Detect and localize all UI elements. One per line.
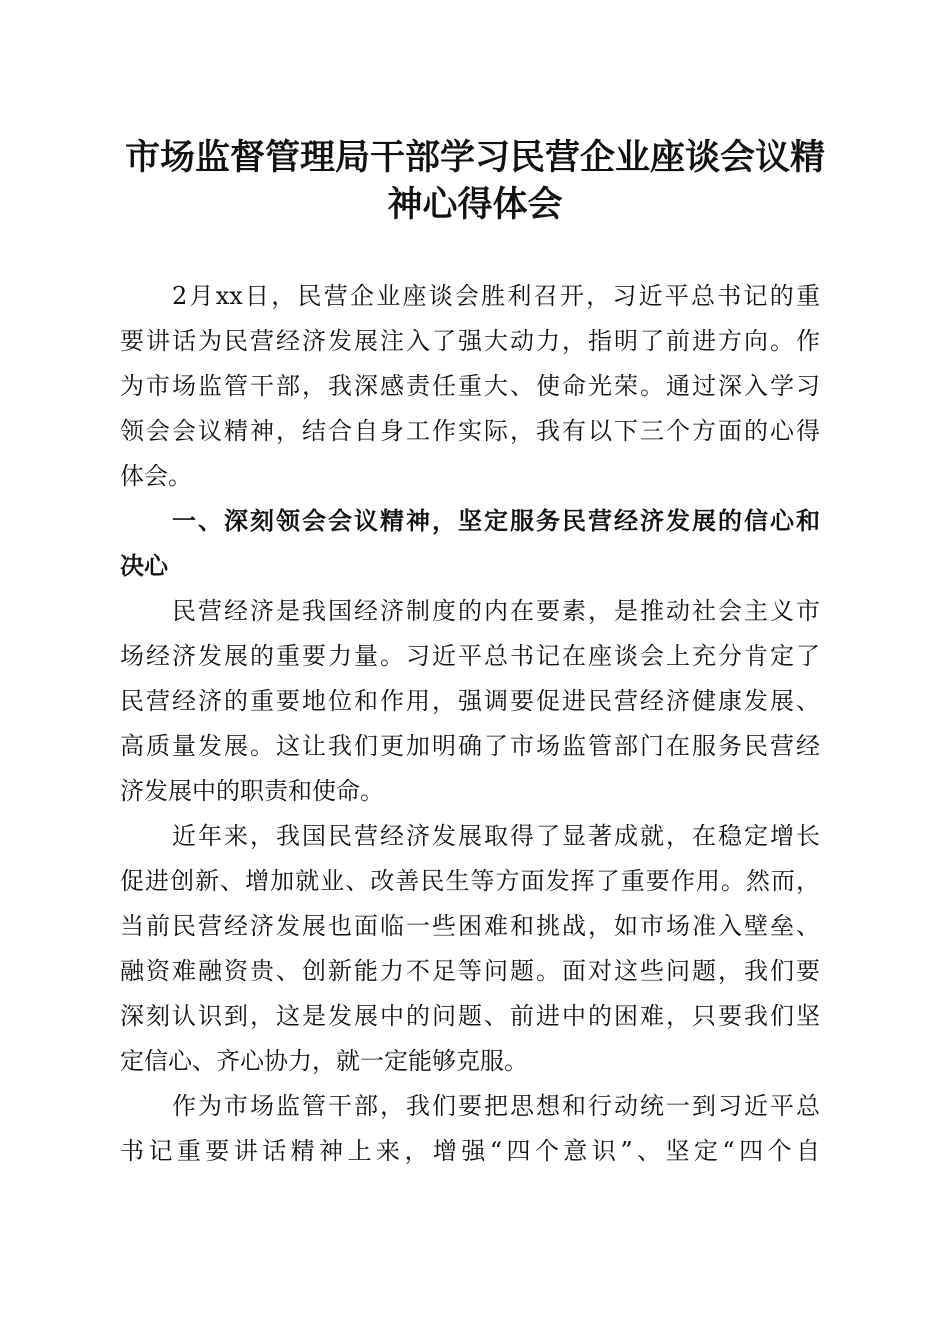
text-line: 作为市场监管干部，我们要把思想和行动统一到习近平总 bbox=[172, 1092, 820, 1120]
text-line: 领会会议精神，结合自身工作实际，我有以下三个方面的心得 bbox=[120, 417, 820, 445]
heading-line: 一、深刻领会会议精神，坚定服务民营经济发展的信心和 bbox=[172, 507, 820, 535]
text-line: 民营经济是我国经济制度的内在要素，是推动社会主义市 bbox=[172, 597, 820, 625]
paragraph-intro bbox=[120, 274, 820, 499]
section-heading-1 bbox=[120, 499, 820, 589]
heading-line: 决心 bbox=[120, 552, 168, 580]
title-line: 神心得体会 bbox=[387, 184, 563, 225]
text-line: 2月xx日，民营企业座谈会胜利召开，习近平总书记的重 bbox=[172, 282, 820, 310]
text-line: 场经济发展的重要力量。习近平总书记在座谈会上充分肯定了 bbox=[120, 642, 820, 670]
text-line: 促进创新、增加就业、改善民生等方面发挥了重要作用。然而， bbox=[120, 867, 820, 895]
text-line: 融资难融资贵、创新能力不足等问题。面对这些问题，我们要 bbox=[120, 957, 820, 985]
text-line: 书记重要讲话精神上来，增强“四个意识”、坚定“四个自 bbox=[120, 1137, 820, 1165]
text-line: 近年来，我国民营经济发展取得了显著成就，在稳定增长 bbox=[172, 822, 820, 850]
text-line: 当前民营经济发展也面临一些困难和挑战，如市场准入壁垒、 bbox=[120, 912, 820, 940]
title-line: 市场监督管理局干部学习民营企业座谈会议精 bbox=[124, 137, 825, 178]
text-line: 定信心、齐心协力，就一定能够克服。 bbox=[120, 1047, 528, 1075]
document-body bbox=[120, 274, 820, 1174]
text-line: 深刻认识到，这是发展中的问题、前进中的困难，只要我们坚 bbox=[120, 1002, 820, 1030]
paragraph-4 bbox=[120, 1084, 820, 1174]
paragraph-3 bbox=[120, 814, 820, 1084]
text-line: 体会。 bbox=[120, 462, 192, 490]
text-line: 民营经济的重要地位和作用，强调要促进民营经济健康发展、 bbox=[120, 687, 820, 715]
paragraph-2 bbox=[120, 589, 820, 814]
text-line: 为市场监管干部，我深感责任重大、使命光荣。通过深入学习 bbox=[120, 372, 820, 400]
text-line: 要讲话为民营经济发展注入了强大动力，指明了前进方向。作 bbox=[120, 327, 820, 355]
text-line: 高质量发展。这让我们更加明确了市场监管部门在服务民营经 bbox=[120, 732, 820, 760]
text-line: 济发展中的职责和使命。 bbox=[120, 777, 384, 805]
document-title bbox=[110, 134, 840, 228]
